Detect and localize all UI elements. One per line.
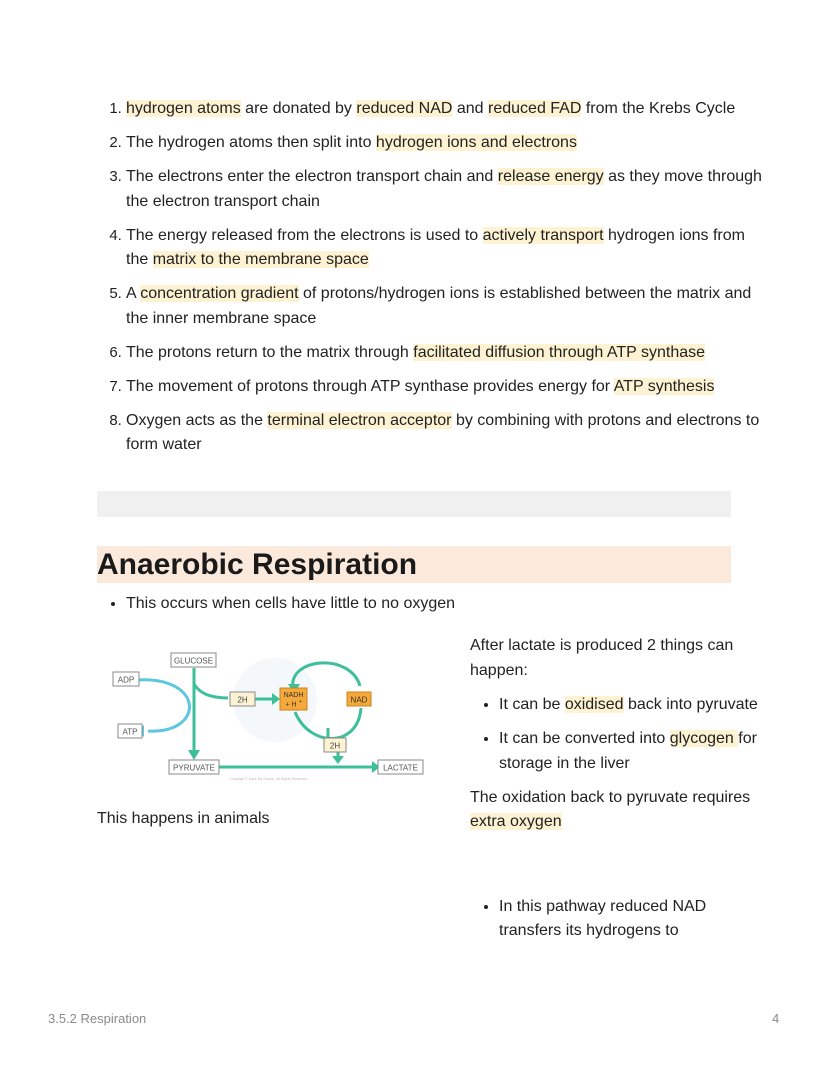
lactate-fate-column (470, 634, 760, 953)
step-item (126, 224, 766, 273)
highlighted-text: actively transport (482, 226, 604, 244)
step-item (126, 375, 766, 400)
text-run: The energy released from the electrons is used to (126, 226, 483, 244)
text-run: It can be converted into (499, 730, 670, 747)
2h-lactate-arrowhead (332, 756, 344, 764)
diagram-copyright: Copyright © Save My Exams. All Rights Reserved (229, 777, 307, 781)
glucose-label: GLUCOSE (173, 656, 214, 666)
highlighted-text: oxidised (564, 696, 624, 713)
section-divider (97, 491, 731, 517)
text-run: hydrogen ions from the (126, 226, 745, 268)
highlighted-text: release energy (497, 168, 604, 185)
lactate-label: LACTATE (383, 763, 418, 773)
anaerobic-respiration-diagram (110, 638, 430, 786)
text-run: The oxidation back to pyruvate requires (470, 788, 751, 806)
text-run: A (126, 285, 141, 302)
text-run: as they move through the electron transport chain (126, 168, 762, 210)
diagram-svg (110, 638, 430, 786)
step-item (126, 165, 766, 214)
intro-bullet: • This occurs when cells have little to no oxygen (126, 592, 726, 616)
text-run: The hydrogen atoms then split into (126, 134, 376, 151)
highlighted-text: terminal electron acceptor (267, 411, 452, 429)
text-run: Oxygen acts as the (126, 411, 268, 429)
step-item (126, 409, 766, 458)
nad-label: NAD (350, 695, 368, 705)
branch-to-2h-arrow (194, 684, 228, 698)
highlighted-text: reduced NAD (356, 100, 453, 117)
text-run: back into pyruvate (623, 696, 758, 713)
text-run: and (452, 100, 489, 117)
step-item (126, 282, 766, 331)
pyruvate-label: PYRUVATE (173, 763, 215, 773)
text-run: by combining with protons and electrons to form water (126, 411, 760, 453)
footer-title: 3.5.2 Respiration (48, 1011, 147, 1026)
text-run: The electrons enter the electron transport chain and (126, 168, 498, 185)
text-run: of protons/hydrogen ions is established between the matrix and the inner membrane space (126, 285, 752, 327)
text-run: The movement of protons through ATP synthase provides energy for (126, 377, 614, 395)
pathway-list (470, 895, 760, 944)
adp-label: ADP (117, 675, 135, 685)
section-heading: Anaerobic Respiration (97, 546, 731, 583)
highlighted-text: extra oxygen (470, 813, 562, 830)
step-item (126, 131, 766, 156)
step-item (126, 341, 766, 366)
intro-list (102, 592, 726, 616)
footer-page-number: 4 (772, 1011, 780, 1026)
text-run: are donated by (240, 100, 357, 117)
2h-left-label: 2H (237, 695, 248, 705)
glucose-pyruvate-arrowhead (188, 750, 200, 760)
text-run: for storage in the liver (499, 730, 757, 772)
lactate-fate-item (499, 727, 760, 776)
adp-atp-arrow (137, 680, 189, 731)
highlighted-text: matrix to the membrane space (152, 251, 369, 268)
2h-bottom-label: 2H (329, 741, 341, 751)
atp-label: ATP (122, 727, 138, 737)
highlighted-text: reduced FAD (488, 100, 582, 117)
electron-transport-steps (102, 97, 766, 467)
highlighted-text: ATP synthesis (613, 377, 715, 395)
highlighted-text: facilitated diffusion through ATP synthase (413, 343, 706, 361)
text-run: The protons return to the matrix through (126, 343, 414, 361)
lactate-fate-list (470, 693, 760, 776)
oxidation-note (470, 786, 760, 835)
lactate-fate-item (499, 693, 760, 718)
h-plus-label: + H (285, 701, 297, 709)
highlighted-text: concentration gradient (140, 285, 299, 302)
text-run: from the Krebs Cycle (581, 100, 736, 117)
highlighted-text: hydrogen ions and electrons (375, 134, 577, 151)
nadh-label: NADH (283, 692, 304, 699)
animals-caption: This happens in animals (97, 810, 270, 827)
pathway-bullet: • In this pathway reduced NAD transfers its hydrogens to (499, 895, 760, 944)
text-run: It can be (499, 696, 565, 713)
step-item (126, 97, 766, 122)
lactate-intro: After lactate is produced 2 things can happen: (470, 637, 734, 679)
highlighted-text: hydrogen atoms (126, 100, 241, 117)
highlighted-text: glycogen (669, 730, 739, 747)
plus-superscript: + (299, 699, 302, 705)
